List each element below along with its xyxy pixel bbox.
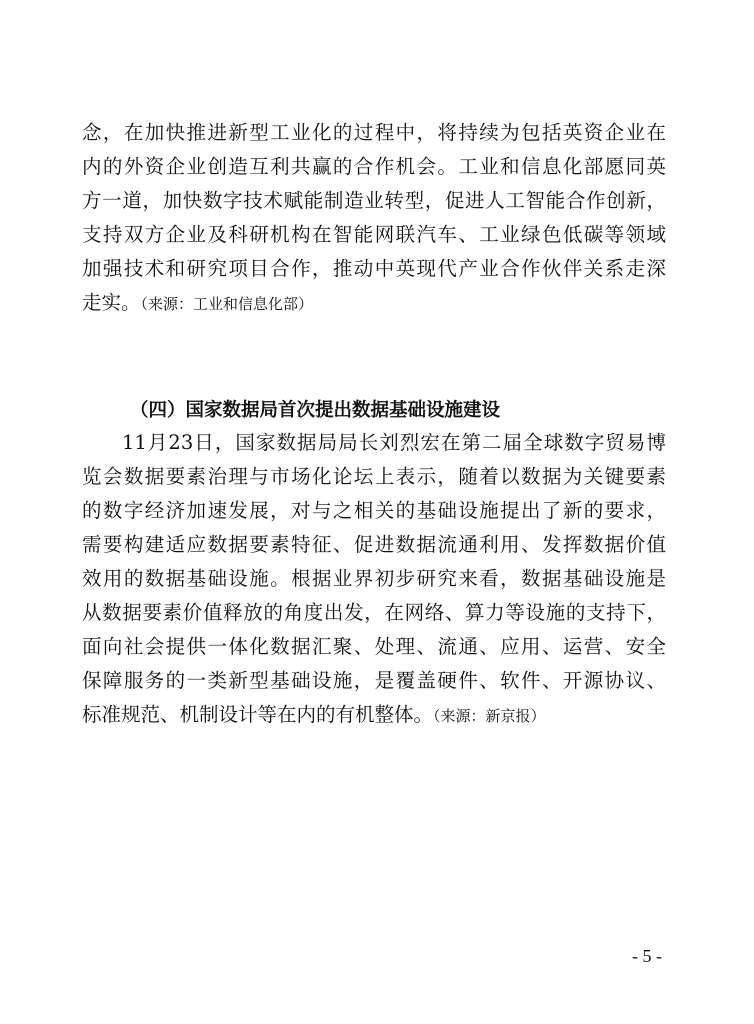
paragraph-2-line: 保障服务的一类新型基础设施，是覆盖硬件、软件、开源协议、: [82, 669, 666, 692]
paragraph-2-line: 览会数据要素治理与市场化论坛上表示，随着以数据为关键要素: [82, 465, 666, 488]
paragraph-2-last-line: [82, 698, 666, 732]
paragraph-1-last-line: [82, 286, 666, 320]
paragraph-2-line: 11月23日，国家数据局局长刘烈宏在第二届全球数字贸易博: [122, 431, 666, 454]
page-number: - 5 -: [632, 946, 662, 966]
paragraph-1-last-text: 走实。: [82, 291, 141, 314]
source-citation: （来源：新京报）: [433, 707, 546, 725]
paragraph-1-line: 内的外资企业创造互利共赢的合作机会。工业和信息化部愿同英: [82, 155, 666, 178]
paragraph-2-line: 的数字经济加速发展，对与之相关的基础设施提出了新的要求，: [82, 499, 666, 522]
paragraph-2-line: 面向社会提供一体化数据汇聚、处理、流通、应用、运营、安全: [82, 635, 666, 658]
paragraph-1-line: 支持双方企业及科研机构在智能网联汽车、工业绿色低碳等领域: [82, 223, 666, 246]
paragraph-1: [82, 116, 666, 320]
paragraph-1-line: 方一道，加快数字技术赋能制造业转型，促进人工智能合作创新，: [82, 189, 666, 212]
paragraph-2-line: 从数据要素价值释放的角度出发，在网络、算力等设施的支持下，: [82, 601, 666, 624]
paragraph-2-last-text: 标准规范、机制设计等在内的有机整体。: [82, 703, 434, 726]
section-heading: （四）国家数据局首次提出数据基础设施建设: [130, 400, 501, 421]
paragraph-1-line: 念，在加快推进新型工业化的过程中，将持续为包括英资企业在: [82, 121, 666, 144]
paragraph-2-line: 需要构建适应数据要素特征、促进数据流通利用、发挥数据价值: [82, 533, 666, 556]
paragraph-1-line: 加强技术和研究项目合作，推动中英现代产业合作伙伴关系走深: [82, 257, 666, 280]
paragraph-2: [82, 426, 666, 732]
paragraph-2-line: 效用的数据基础设施。根据业界初步研究来看，数据基础设施是: [82, 567, 666, 590]
source-citation: （来源：工业和信息化部）: [140, 295, 314, 313]
